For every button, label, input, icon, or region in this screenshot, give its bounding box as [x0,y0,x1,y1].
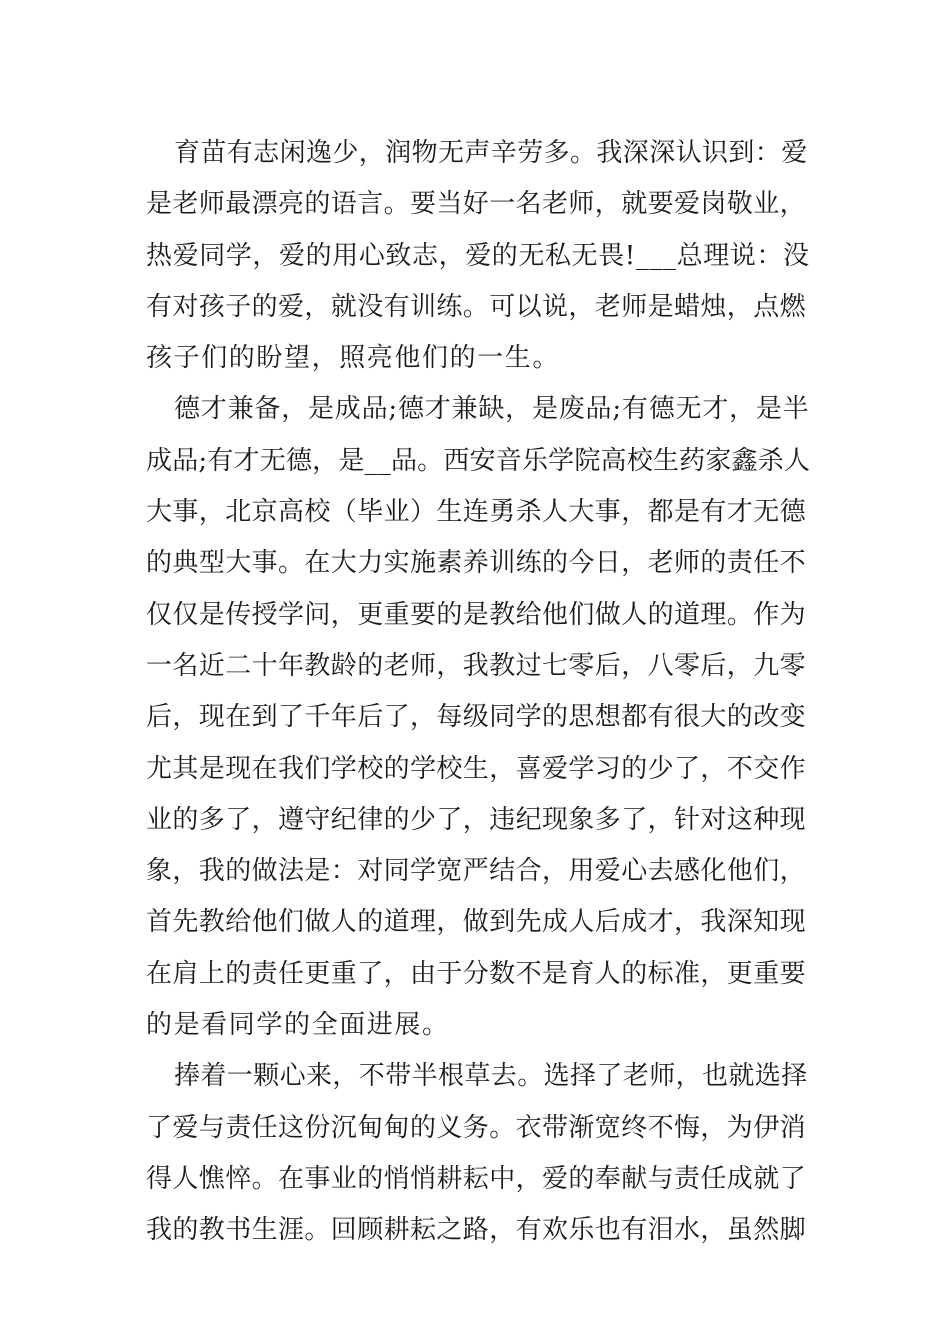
paragraph-1-line-2: 是老师最漂亮的语言。要当好一名老师，就要爱岗敬业， [146,189,807,220]
paragraph-2-line-3: 大事，北京高校（毕业）生连勇杀人大事，都是有才无德 [146,497,807,528]
paragraph-1-line-1: 育苗有志闲逸少，润物无声辛劳多。我深深认识到：爱 [174,138,808,168]
paragraph-2-line-4: 的典型大事。在大力实施素养训练的今日，老师的责任不 [146,548,807,579]
paragraph-1-line-5: 孩子们的盼望，照亮他们的一生。 [146,343,561,374]
paragraph-1-line-4: 有对孩子的爱，就没有训练。可以说，老师是蜡烛，点燃 [146,291,807,322]
paragraph-2-line-12: 在肩上的责任更重了，由于分数不是育人的标准，更重要 [146,958,807,989]
paragraph-2-line-6: 一名近二十年教龄的老师，我教过七零后，八零后，九零 [146,650,807,681]
document-body [146,128,810,1257]
paragraph-2-line-2: 成品;有才无德，是__品。西安音乐学院高校生药家鑫杀人 [146,445,811,476]
paragraph-3-line-4: 我的教书生涯。回顾耕耘之路，有欢乐也有泪水，虽然脚 [146,1215,807,1246]
paragraph-2-line-1: 德才兼备，是成品;德才兼缺，是废品;有德无才，是半 [174,394,810,425]
paragraph-2-line-7: 后，现在到了千年后了，每级同学的思想都有很大的改变 [146,702,807,733]
paragraph-2-line-8: 尤其是现在我们学校的学校生，喜爱学习的少了，不交作 [146,753,807,784]
paragraph-2-line-9: 业的多了，遵守纪律的少了，违纪现象多了，针对这种现 [146,804,807,835]
paragraph-3-line-3: 得人憔悴。在事业的悄悄耕耘中，爱的奉献与责任成就了 [146,1163,807,1194]
paragraph-3-line-2: 了爱与责任这份沉甸甸的义务。衣带渐宽终不悔，为伊消 [146,1112,807,1143]
paragraph-2-line-5: 仅仅是传授学问，更重要的是教给他们做人的道理。作为 [146,599,807,630]
paragraph-2-line-11: 首先教给他们做人的道理，做到先成人后成才，我深知现 [146,907,807,938]
paragraph-2-line-10: 象，我的做法是：对同学宽严结合，用爱心去感化他们， [146,856,807,887]
paragraph-1-line-3: 热爱同学，爱的用心致志，爱的无私无畏!___总理说：没 [146,240,810,271]
paragraph-3-line-1: 捧着一颗心来，不带半根草去。选择了老师，也就选择 [174,1061,808,1092]
paragraph-2-line-13: 的是看同学的全面进展。 [146,1010,450,1041]
